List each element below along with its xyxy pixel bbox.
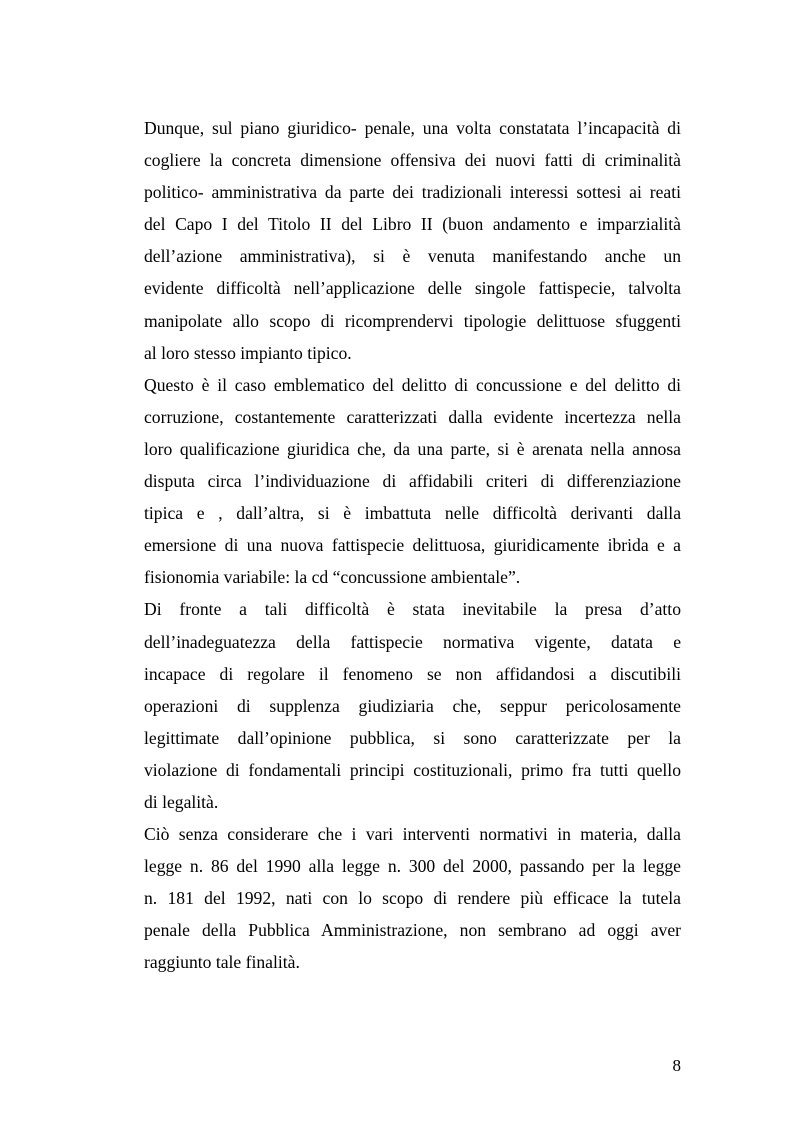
text-line: dell’inadeguatezza della fattispecie normativa vigente, datata e	[144, 631, 681, 652]
paragraph-2	[144, 369, 681, 594]
text-line: del Capo I del Titolo II del Libro II (buon andamento e imparzialità	[144, 214, 681, 235]
text-line: loro qualificazione giuridica che, da una parte, si è arenata nella annosa	[144, 438, 681, 459]
text-line: fisionomia variabile: la cd “concussione ambientale”.	[144, 567, 521, 588]
page-number: 8	[672, 1056, 681, 1075]
text-line: disputa circa l’individuazione di affidabili criteri di differenziazione	[144, 471, 681, 492]
text-line: Dunque, sul piano giuridico- penale, una volta constatata l’incapacità di	[144, 118, 681, 138]
text-line: al loro stesso impianto tipico.	[144, 342, 352, 363]
text-line: Ciò senza considerare che i vari interventi normativi in materia, dalla	[144, 824, 681, 845]
text-line: di legalità.	[144, 791, 219, 812]
text-line: cogliere la concreta dimensione offensiva dei nuovi fatti di criminalità	[144, 150, 681, 171]
text-line: n. 181 del 1992, nati con lo scopo di rendere più efficace la tutela	[144, 888, 681, 909]
text-line: legge n. 86 del 1990 alla legge n. 300 del 2000, passando per la legge	[144, 856, 681, 877]
text-line: politico- amministrativa da parte dei tradizionali interessi sottesi ai reati	[144, 182, 681, 203]
text-line: penale della Pubblica Amministrazione, non sembrano ad oggi aver	[144, 920, 681, 941]
text-line: violazione di fondamentali principi costituzionali, primo fra tutti quello	[144, 759, 681, 780]
text-line: tipica e , dall’altra, si è imbattuta nelle difficoltà derivanti dalla	[144, 503, 681, 524]
text-line: corruzione, costantemente caratterizzati dalla evidente incertezza nella	[144, 406, 681, 427]
text-line: operazioni di supplenza giudiziaria che, seppur pericolosamente	[144, 695, 681, 716]
text-line: raggiunto tale finalità.	[144, 952, 300, 973]
text-line: emersione di una nuova fattispecie delittuosa, giuridicamente ibrida e a	[144, 535, 681, 556]
text-line: Di fronte a tali difficoltà è stata inevitabile la presa d’atto	[144, 599, 681, 620]
paragraph-1	[144, 112, 681, 369]
paragraph-3	[144, 593, 681, 818]
body-text	[144, 112, 681, 979]
text-line: Questo è il caso emblematico del delitto di concussione e del delitto di	[144, 374, 681, 395]
text-line: dell’azione amministrativa), si è venuta manifestando anche un	[144, 246, 681, 267]
text-line: evidente difficoltà nell’applicazione delle singole fattispecie, talvolta	[144, 278, 681, 299]
paragraph-4	[144, 818, 681, 978]
text-line: manipolate allo scopo di ricomprendervi tipologie delittuose sfuggenti	[144, 310, 681, 331]
text-line: legittimate dall’opinione pubblica, si sono caratterizzate per la	[144, 727, 681, 748]
text-line: incapace di regolare il fenomeno se non affidandosi a discutibili	[144, 663, 681, 684]
